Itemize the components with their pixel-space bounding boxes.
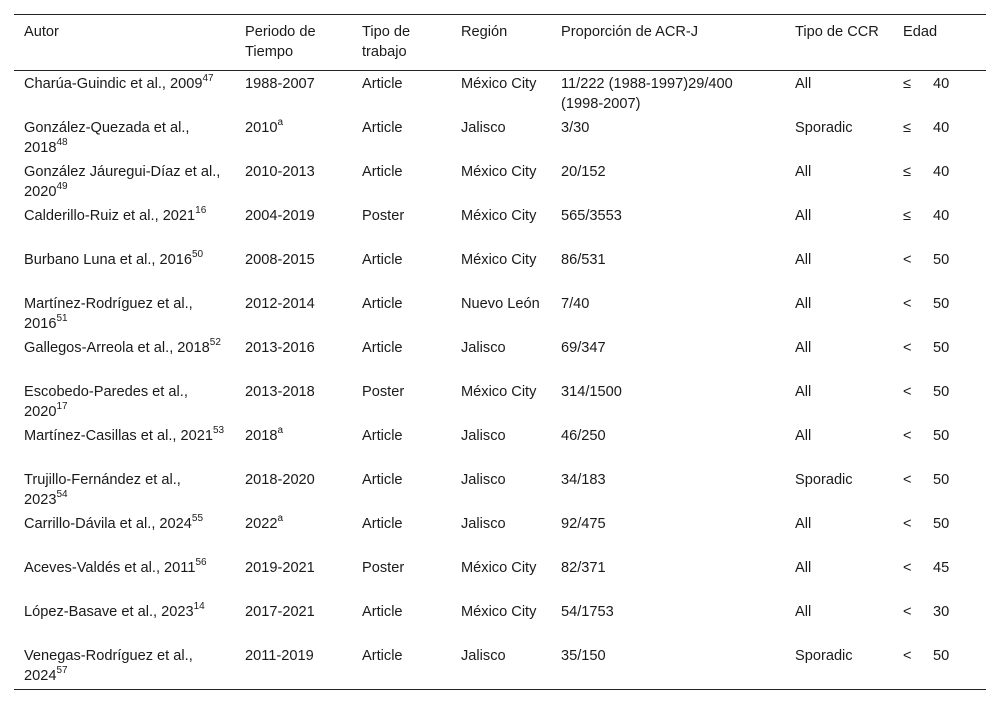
cell-proportion: 20/152 bbox=[561, 164, 606, 180]
cell-work-type: Article bbox=[362, 296, 403, 312]
period-footnote: a bbox=[277, 513, 284, 525]
header-edad: Edad bbox=[893, 15, 986, 71]
cell-ccr-type: All bbox=[795, 428, 812, 444]
header-tipo-ccr: Tipo de CCR bbox=[785, 15, 893, 71]
cell-age bbox=[893, 556, 986, 600]
cell-work-type: Article bbox=[362, 472, 403, 488]
header-tipo-trabajo: Tipo de trabajo bbox=[352, 15, 451, 71]
cell-proportion: 82/371 bbox=[561, 560, 606, 576]
age-value: 40 bbox=[933, 76, 950, 92]
cell-ccr-type: All bbox=[795, 252, 812, 268]
cell-ccr-type: All bbox=[795, 164, 812, 180]
age-comparator: ≤ bbox=[903, 208, 912, 224]
cell-age bbox=[893, 336, 986, 380]
age-value: 50 bbox=[933, 340, 950, 356]
period-text: 2022 bbox=[245, 516, 278, 532]
age-comparator: < bbox=[903, 472, 912, 488]
table-row bbox=[14, 600, 986, 644]
cell-proportion: 34/183 bbox=[561, 472, 606, 488]
reference-number: 53 bbox=[213, 425, 225, 437]
cell-age bbox=[893, 248, 986, 292]
period-text: 2004-2019 bbox=[245, 208, 315, 224]
cell-ccr-type: All bbox=[795, 340, 812, 356]
cell-region: Jalisco bbox=[461, 472, 506, 488]
cell-period bbox=[235, 336, 352, 380]
cell-region: México City bbox=[461, 252, 537, 268]
table-container bbox=[14, 14, 986, 690]
age-value: 50 bbox=[933, 472, 950, 488]
period-footnote: a bbox=[277, 425, 284, 437]
cell-period bbox=[235, 424, 352, 468]
period-text: 2010-2013 bbox=[245, 164, 315, 180]
cell-period bbox=[235, 600, 352, 644]
reference-number: 51 bbox=[56, 313, 68, 325]
cell-author bbox=[14, 644, 235, 690]
cell-period bbox=[235, 468, 352, 512]
cell-proportion: 69/347 bbox=[561, 340, 606, 356]
table-row bbox=[14, 116, 986, 160]
table-header-row bbox=[14, 15, 986, 71]
reference-number: 47 bbox=[202, 73, 214, 85]
cell-work-type: Article bbox=[362, 120, 403, 136]
table-row bbox=[14, 204, 986, 248]
cell-work-type: Article bbox=[362, 428, 403, 444]
cell-region: Jalisco bbox=[461, 516, 506, 532]
cell-author bbox=[14, 160, 235, 204]
cell-ccr-type: All bbox=[795, 208, 812, 224]
age-comparator: < bbox=[903, 384, 912, 400]
header-autor: Autor bbox=[14, 15, 235, 71]
cell-period bbox=[235, 160, 352, 204]
cell-ccr-type: All bbox=[795, 296, 812, 312]
cell-period bbox=[235, 644, 352, 690]
cell-work-type: Poster bbox=[362, 560, 405, 576]
reference-number: 16 bbox=[195, 205, 207, 217]
table-row bbox=[14, 336, 986, 380]
author-text: Calderillo-Ruiz et al., 2021 bbox=[24, 208, 196, 224]
author-text: López-Basave et al., 2023 bbox=[24, 604, 194, 620]
cell-period bbox=[235, 512, 352, 556]
age-value: 45 bbox=[933, 560, 950, 576]
period-text: 2011-2019 bbox=[245, 648, 314, 664]
table-row bbox=[14, 160, 986, 204]
age-comparator: < bbox=[903, 604, 912, 620]
cell-author bbox=[14, 600, 235, 644]
age-comparator: < bbox=[903, 252, 912, 268]
cell-age bbox=[893, 380, 986, 424]
cell-work-type: Article bbox=[362, 604, 403, 620]
cell-region: Jalisco bbox=[451, 644, 551, 690]
cell-region: México City bbox=[461, 208, 537, 224]
cell-region: México City bbox=[461, 76, 537, 92]
cell-region: Nuevo León bbox=[461, 296, 540, 312]
cell-age bbox=[893, 644, 986, 690]
cell-period bbox=[235, 204, 352, 248]
period-text: 2018-2020 bbox=[245, 472, 315, 488]
cell-work-type: Poster bbox=[362, 208, 405, 224]
cell-period bbox=[235, 71, 352, 117]
cell-proportion: 3/30 bbox=[561, 120, 590, 136]
age-comparator: < bbox=[903, 428, 912, 444]
author-text: Escobedo-Paredes et al., 2020 bbox=[24, 384, 188, 420]
cell-work-type: Article bbox=[362, 164, 403, 180]
age-comparator: ≤ bbox=[903, 120, 912, 136]
author-text: Charúa-Guindic et al., 2009 bbox=[24, 76, 203, 92]
cell-ccr-type: All bbox=[795, 516, 812, 532]
cell-region: México City bbox=[461, 560, 537, 576]
author-text: Venegas-Rodríguez et al., 2024 bbox=[24, 648, 193, 684]
cell-work-type: Article bbox=[362, 340, 403, 356]
cell-region: México City bbox=[461, 164, 537, 180]
cell-ccr-type: All bbox=[795, 604, 812, 620]
cell-proportion: 86/531 bbox=[561, 252, 606, 268]
cell-proportion: 565/3553 bbox=[561, 208, 622, 224]
author-text: Aceves-Valdés et al., 2011 bbox=[24, 560, 196, 576]
cell-author bbox=[14, 556, 235, 600]
reference-number: 49 bbox=[56, 181, 68, 193]
cell-author bbox=[14, 116, 235, 160]
cell-author bbox=[14, 292, 235, 336]
period-text: 2013-2016 bbox=[245, 340, 315, 356]
period-footnote: a bbox=[277, 117, 284, 129]
cell-work-type: Article bbox=[362, 76, 403, 92]
cell-proportion: 314/1500 bbox=[561, 384, 622, 400]
cell-age bbox=[893, 116, 986, 160]
period-text: 2008-2015 bbox=[245, 252, 315, 268]
age-value: 40 bbox=[933, 208, 950, 224]
cell-ccr-type: Sporadic bbox=[795, 120, 853, 136]
age-value: 50 bbox=[933, 296, 950, 312]
age-value: 40 bbox=[933, 120, 950, 136]
cell-ccr-type: Sporadic bbox=[795, 472, 853, 488]
reference-number: 48 bbox=[56, 137, 68, 149]
cell-region: Jalisco bbox=[461, 340, 506, 356]
age-comparator: < bbox=[903, 516, 912, 532]
table-row bbox=[14, 71, 986, 117]
cell-proportion: 92/475 bbox=[561, 516, 606, 532]
cell-age bbox=[893, 468, 986, 512]
period-text: 2012-2014 bbox=[245, 296, 315, 312]
table-row bbox=[14, 556, 986, 600]
reference-number: 52 bbox=[209, 337, 221, 349]
cell-author bbox=[14, 204, 235, 248]
cell-author bbox=[14, 512, 235, 556]
cell-age bbox=[893, 424, 986, 468]
cell-author bbox=[14, 71, 235, 117]
cell-proportion: 11/222 (1988-1997)29/400 (1998-2007) bbox=[561, 76, 733, 112]
header-region: Región bbox=[451, 15, 551, 71]
cell-ccr-type: All bbox=[795, 560, 812, 576]
cell-proportion: 46/250 bbox=[561, 428, 606, 444]
age-value: 40 bbox=[933, 164, 950, 180]
author-text: González Jáuregui-Díaz et al., 2020 bbox=[24, 164, 221, 200]
period-text: 2019-2021 bbox=[245, 560, 315, 576]
table-row bbox=[14, 248, 986, 292]
cell-region: México City bbox=[461, 604, 537, 620]
table-row bbox=[14, 644, 986, 690]
age-value: 50 bbox=[933, 384, 950, 400]
cell-region: México City bbox=[461, 384, 537, 400]
period-text: 2017-2021 bbox=[245, 604, 315, 620]
table-row bbox=[14, 468, 986, 512]
age-comparator: ≤ bbox=[903, 76, 912, 92]
cell-work-type: Poster bbox=[362, 384, 405, 400]
cell-ccr-type: Sporadic bbox=[785, 644, 893, 690]
cell-ccr-type: All bbox=[795, 76, 812, 92]
cell-region: Jalisco bbox=[461, 120, 506, 136]
cell-age bbox=[893, 600, 986, 644]
cell-author bbox=[14, 248, 235, 292]
cell-author bbox=[14, 380, 235, 424]
age-value: 30 bbox=[933, 604, 950, 620]
table-row bbox=[14, 380, 986, 424]
cell-author bbox=[14, 336, 235, 380]
age-value: 50 bbox=[933, 428, 950, 444]
table-row bbox=[14, 512, 986, 556]
header-proporcion: Proporción de ACR-J bbox=[551, 15, 785, 71]
age-comparator: < bbox=[903, 340, 912, 356]
cell-author bbox=[14, 468, 235, 512]
author-text: Martínez-Casillas et al., 2021 bbox=[24, 428, 213, 444]
cell-age bbox=[893, 71, 986, 117]
cell-region: Jalisco bbox=[461, 428, 506, 444]
cell-age bbox=[893, 160, 986, 204]
age-value: 50 bbox=[933, 252, 950, 268]
age-value: 50 bbox=[933, 516, 950, 532]
cell-author bbox=[14, 424, 235, 468]
studies-table bbox=[14, 14, 986, 690]
cell-period bbox=[235, 380, 352, 424]
age-comparator: < bbox=[903, 296, 912, 312]
age-comparator: < bbox=[903, 648, 912, 664]
cell-period bbox=[235, 292, 352, 336]
cell-work-type: Article bbox=[352, 644, 451, 690]
table-row bbox=[14, 292, 986, 336]
age-comparator: < bbox=[903, 560, 912, 576]
cell-proportion: 35/150 bbox=[551, 644, 785, 690]
author-text: Burbano Luna et al., 2016 bbox=[24, 252, 192, 268]
author-text: González-Quezada et al., 2018 bbox=[24, 120, 190, 156]
reference-number: 57 bbox=[56, 665, 68, 677]
cell-age bbox=[893, 204, 986, 248]
period-text: 2010 bbox=[245, 120, 278, 136]
cell-work-type: Article bbox=[362, 252, 403, 268]
period-text: 2018 bbox=[245, 428, 278, 444]
cell-work-type: Article bbox=[362, 516, 403, 532]
author-text: Trujillo-Fernández et al., 2023 bbox=[24, 472, 181, 508]
reference-number: 54 bbox=[56, 489, 68, 501]
reference-number: 56 bbox=[195, 557, 207, 569]
author-text: Carrillo-Dávila et al., 2024 bbox=[24, 516, 192, 532]
reference-number: 17 bbox=[56, 401, 68, 413]
period-text: 2013-2018 bbox=[245, 384, 315, 400]
cell-proportion: 54/1753 bbox=[561, 604, 614, 620]
cell-period bbox=[235, 116, 352, 160]
age-value: 50 bbox=[933, 648, 950, 664]
cell-proportion: 7/40 bbox=[561, 296, 590, 312]
cell-ccr-type: All bbox=[795, 384, 812, 400]
period-text: 1988-2007 bbox=[245, 76, 315, 92]
reference-number: 14 bbox=[193, 601, 205, 613]
reference-number: 50 bbox=[191, 249, 204, 261]
cell-period bbox=[235, 556, 352, 600]
author-text: Martínez-Rodríguez et al., 2016 bbox=[24, 296, 193, 332]
table-row bbox=[14, 424, 986, 468]
age-comparator: ≤ bbox=[903, 164, 912, 180]
header-periodo: Periodo de Tiempo bbox=[235, 15, 352, 71]
cell-period bbox=[235, 248, 352, 292]
table-body bbox=[14, 71, 986, 690]
author-text: Gallegos-Arreola et al., 2018 bbox=[24, 340, 210, 356]
reference-number: 55 bbox=[191, 513, 204, 525]
cell-age bbox=[893, 292, 986, 336]
cell-age bbox=[893, 512, 986, 556]
